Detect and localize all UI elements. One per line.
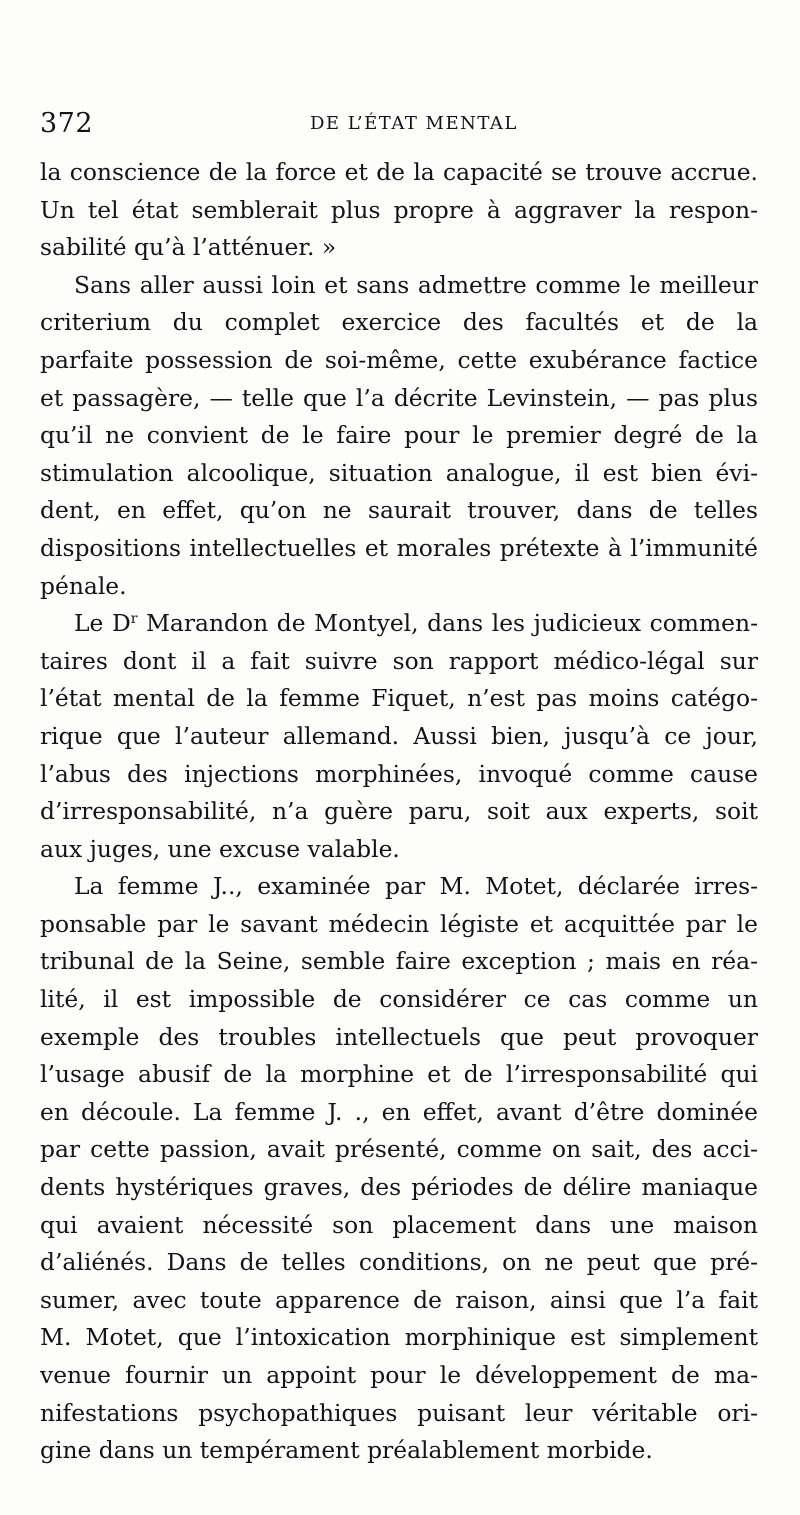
text-line: M. Motet, que l’intoxication morphinique est simplement (40, 1323, 758, 1352)
text-line: dent, en effet, qu’on ne saurait trouver, dans de telles (40, 496, 758, 525)
text-line: parfaite possession de soi-même, cette exubérance factice (40, 345, 758, 374)
text-line: dispositions intellectuelles et morales prétexte à l’immunité (40, 533, 758, 562)
text-line: Sans aller aussi loin et sans admettre comme le meilleur (74, 270, 758, 299)
text-line: aux juges, une excuse valable. (40, 834, 400, 863)
text-line: ponsable par le savant médecin légiste et acquittée par le (40, 909, 758, 938)
text-line: l’abus des injections morphinées, invoqué comme cause (40, 759, 758, 788)
text-line: sumer, avec toute apparence de raison, ainsi que l’a fait (40, 1285, 758, 1314)
text-line: par cette passion, avait présenté, comme on sait, des acci- (40, 1135, 758, 1164)
text-segment: Le D (74, 609, 131, 638)
text-line: qu’il ne convient de le faire pour le premier degré de la (40, 421, 758, 450)
text-line: dents hystériques graves, des périodes de délire maniaque (40, 1173, 758, 1202)
text-line: venue fournir un appoint pour le développement de ma- (40, 1361, 758, 1389)
running-head: DE L’ÉTAT MENTAL (310, 113, 518, 134)
text-line: gine dans un tempérament préalablement morbide. (40, 1436, 653, 1465)
text-segment: Marandon de Montyel, dans les judicieux commen- (137, 609, 758, 638)
text-line: Un tel état semblerait plus propre à aggraver la respon- (40, 195, 758, 224)
page-header (40, 104, 755, 144)
text-line: l’état mental de la femme Fiquet, n’est pas moins catégo- (40, 684, 758, 713)
text-line (40, 605, 758, 643)
text-line: taires dont il a fait suivre son rapport médico-légal sur (40, 646, 758, 675)
text-line: la conscience de la force et de la capacité se trouve accrue. (40, 158, 758, 186)
page-number: 372 (40, 108, 94, 139)
text-line: exemple des troubles intellectuels que peut provoquer (40, 1022, 758, 1051)
text-line: en découle. La femme J. ., en effet, avant d’être dominée (40, 1097, 758, 1126)
text-line: sabilité qu’à l’atténuer. » (40, 233, 337, 262)
body-text (40, 154, 758, 1470)
text-line: tribunal de la Seine, semble faire exception ; mais en réa- (40, 947, 758, 976)
text-line: et passagère, — telle que l’a décrite Levinstein, — pas plus (40, 383, 758, 412)
text-line: lité, il est impossible de considérer ce cas comme un (40, 985, 758, 1014)
text-line: d’aliénés. Dans de telles conditions, on ne peut que pré- (40, 1248, 758, 1277)
text-line: stimulation alcoolique, situation analogue, il est bien évi- (40, 458, 758, 487)
text-line: nifestations psychopathiques puisant leur véritable ori- (40, 1398, 758, 1427)
text-line: l’usage abusif de la morphine et de l’irresponsabilité qui (40, 1060, 758, 1089)
text-line: pénale. (40, 571, 127, 600)
text-line: d’irresponsabilité, n’a guère paru, soit aux experts, soit (40, 797, 758, 826)
text-line: La femme J.., examinée par M. Motet, déclarée irres- (74, 872, 758, 901)
superscript: r (130, 611, 138, 628)
text-line: qui avaient nécessité son placement dans une maison (40, 1210, 758, 1239)
text-line: rique que l’auteur allemand. Aussi bien, jusqu’à ce jour, (40, 721, 758, 750)
text-line: criterium du complet exercice des facultés et de la (40, 308, 758, 337)
